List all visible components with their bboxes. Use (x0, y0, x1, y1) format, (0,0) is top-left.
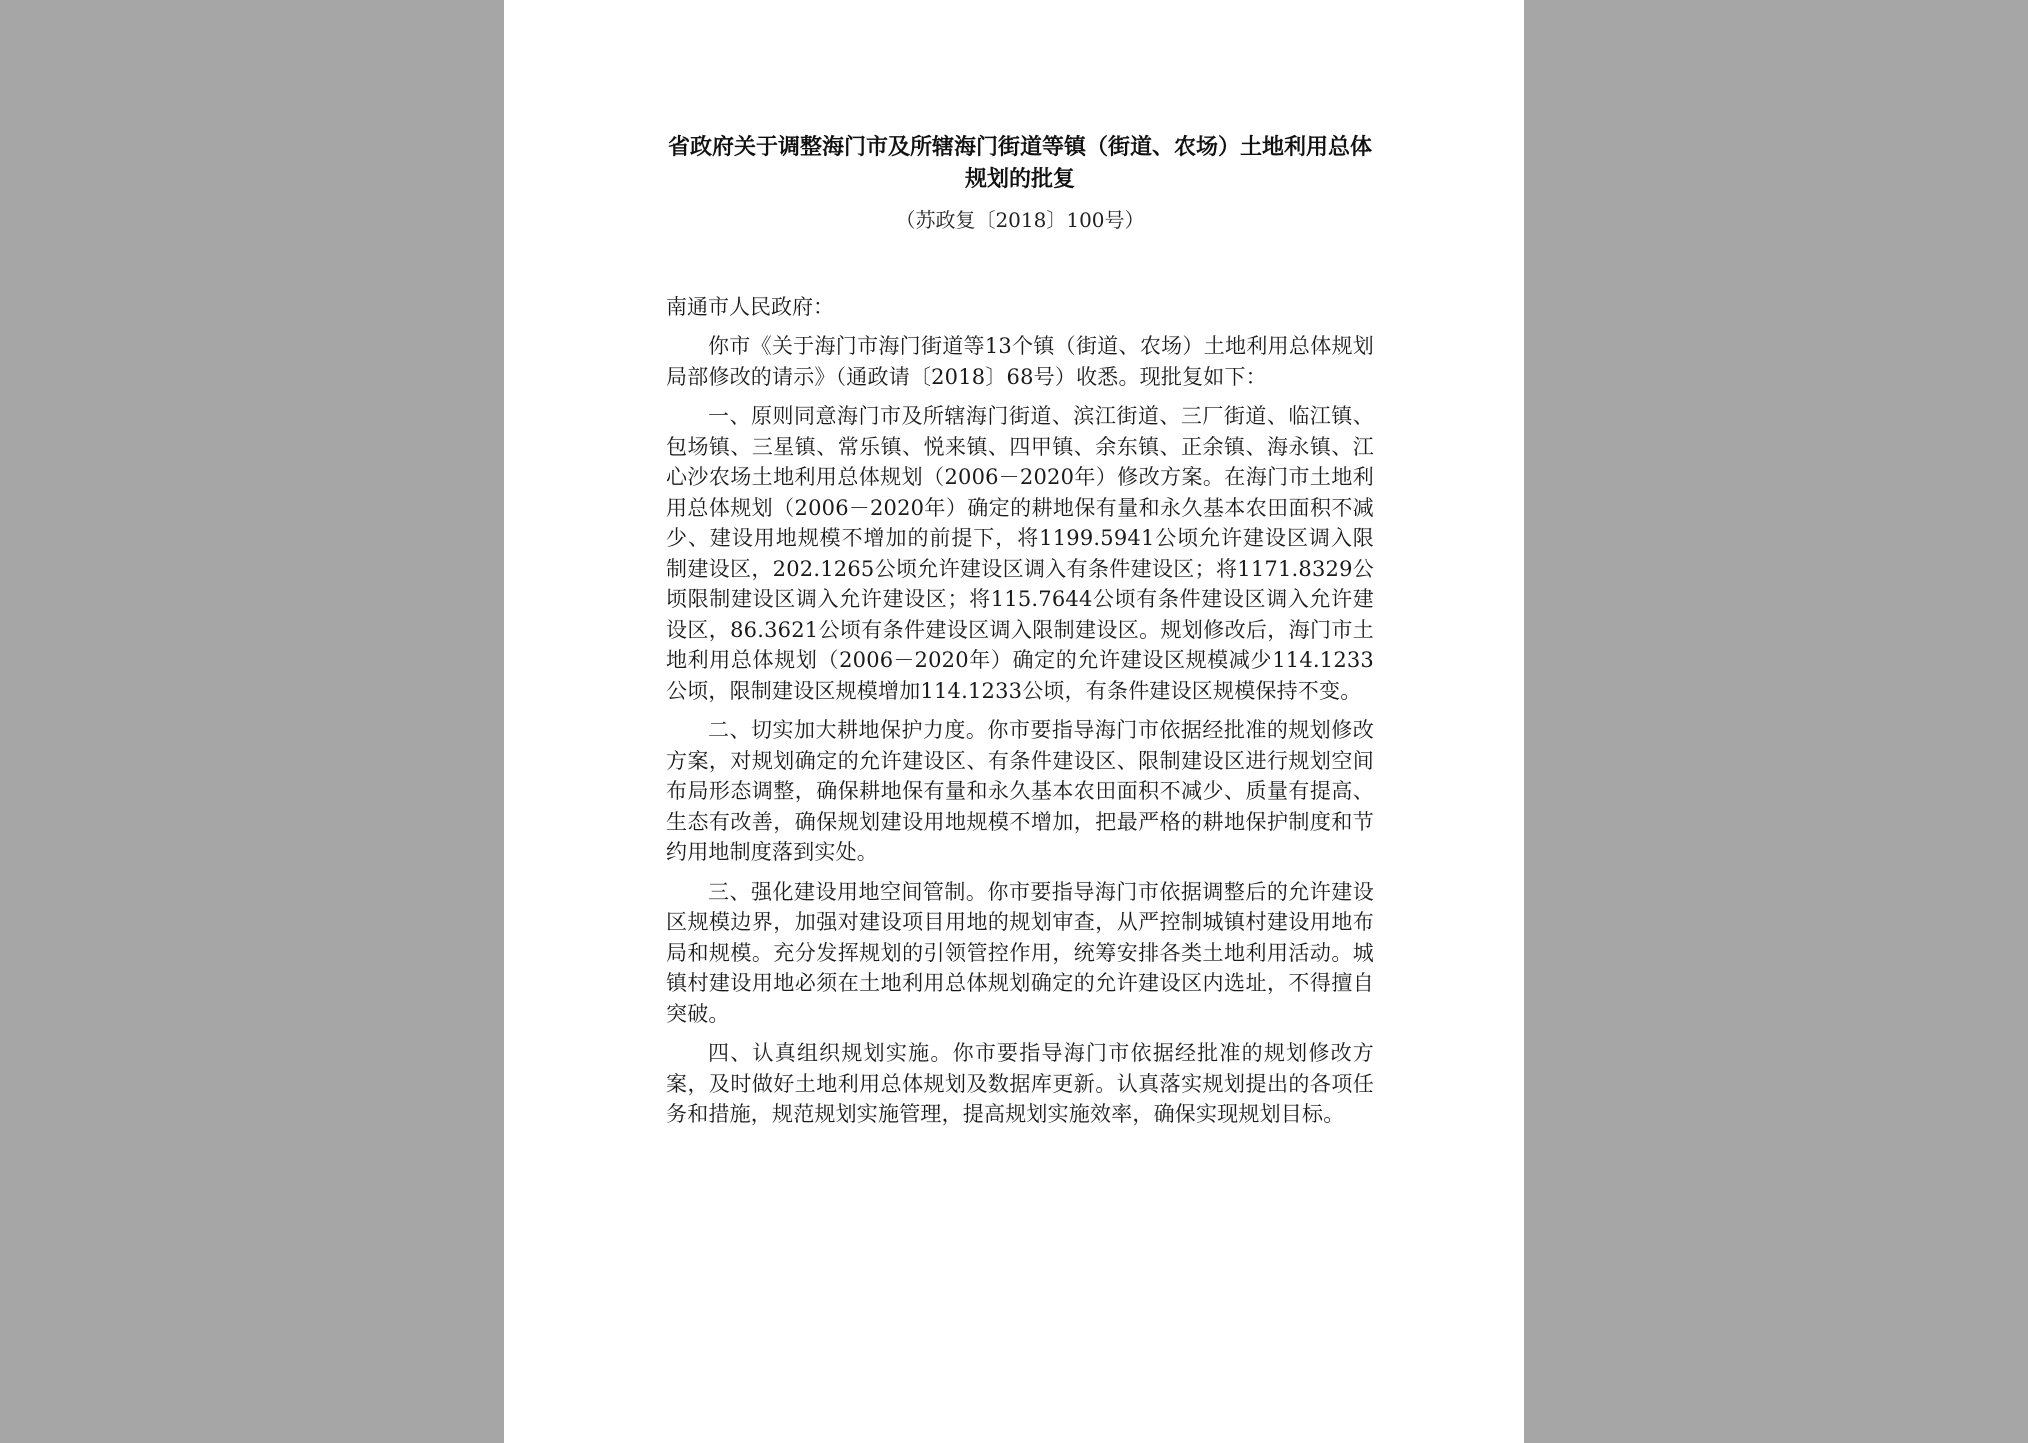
paragraph-item-4: 四、认真组织规划实施。你市要指导海门市依据经批准的规划修改方案，及时做好土地利用总体规划及数据库更新。认真落实规划提出的各项任务和措施，规范规划实施管理，提高规划实施效率，确保实现规划目标。 (666, 1041, 1374, 1126)
document-body (666, 132, 1374, 1130)
paragraph-item-1: 一、原则同意海门市及所辖海门街道、滨江街道、三厂街道、临江镇、包场镇、三星镇、常乐镇、悦来镇、四甲镇、余东镇、正余镇、海永镇、江心沙农场土地利用总体规划（2006－2020年）修改方案。在海门市土地利用总体规划（2006－2020年）确定的耕地保有量和永久基本农田面积不减少、建设用地规模不增加的前提下，将1199.5941公顷允许建设区调入限制建设区，202.1265公顷允许建设区调入有条件建设区；将1171.8329公顷限制建设区调入允许建设区；将115.7644公顷有条件建设区调入允许建设区，86.3621公顷有条件建设区调入限制建设区。规划修改后，海门市土地利用总体规划（2006－2020年）确定的允许建设区规模减少114.1233公顷，限制建设区规模增加114.1233公顷，有条件建设区规模保持不变。 (666, 404, 1374, 703)
document-page (504, 0, 1524, 1443)
paragraph-item-3: 三、强化建设用地空间管制。你市要指导海门市依据调整后的允许建设区规模边界，加强对建设项目用地的规划审查，从严控制城镇村建设用地布局和规模。充分发挥规划的引领管控作用，统筹安排各类土地利用活动。城镇村建设用地必须在土地利用总体规划确定的允许建设区内选址，不得擅自突破。 (666, 879, 1374, 1026)
paragraph-intro: 你市《关于海门市海门街道等13个镇（街道、农场）土地利用总体规划局部修改的请示》（通政请〔2018〕68号）收悉。现批复如下： (666, 334, 1374, 389)
salutation: 南通市人民政府： (666, 295, 834, 319)
paragraph-item-2: 二、切实加大耕地保护力度。你市要指导海门市依据经批准的规划修改方案，对规划确定的允许建设区、有条件建设区、限制建设区进行规划空间布局形态调整，确保耕地保有量和永久基本农田面积不减少、质量有提高、生态有改善，确保规划建设用地规模不增加，把最严格的耕地保护制度和节约用地制度落到实处。 (666, 718, 1374, 864)
document-number: （苏政复〔2018〕100号） (895, 208, 1145, 232)
document-title: 省政府关于调整海门市及所辖海门街道等镇（街道、农场）土地利用总体规划的批复 (667, 135, 1372, 192)
